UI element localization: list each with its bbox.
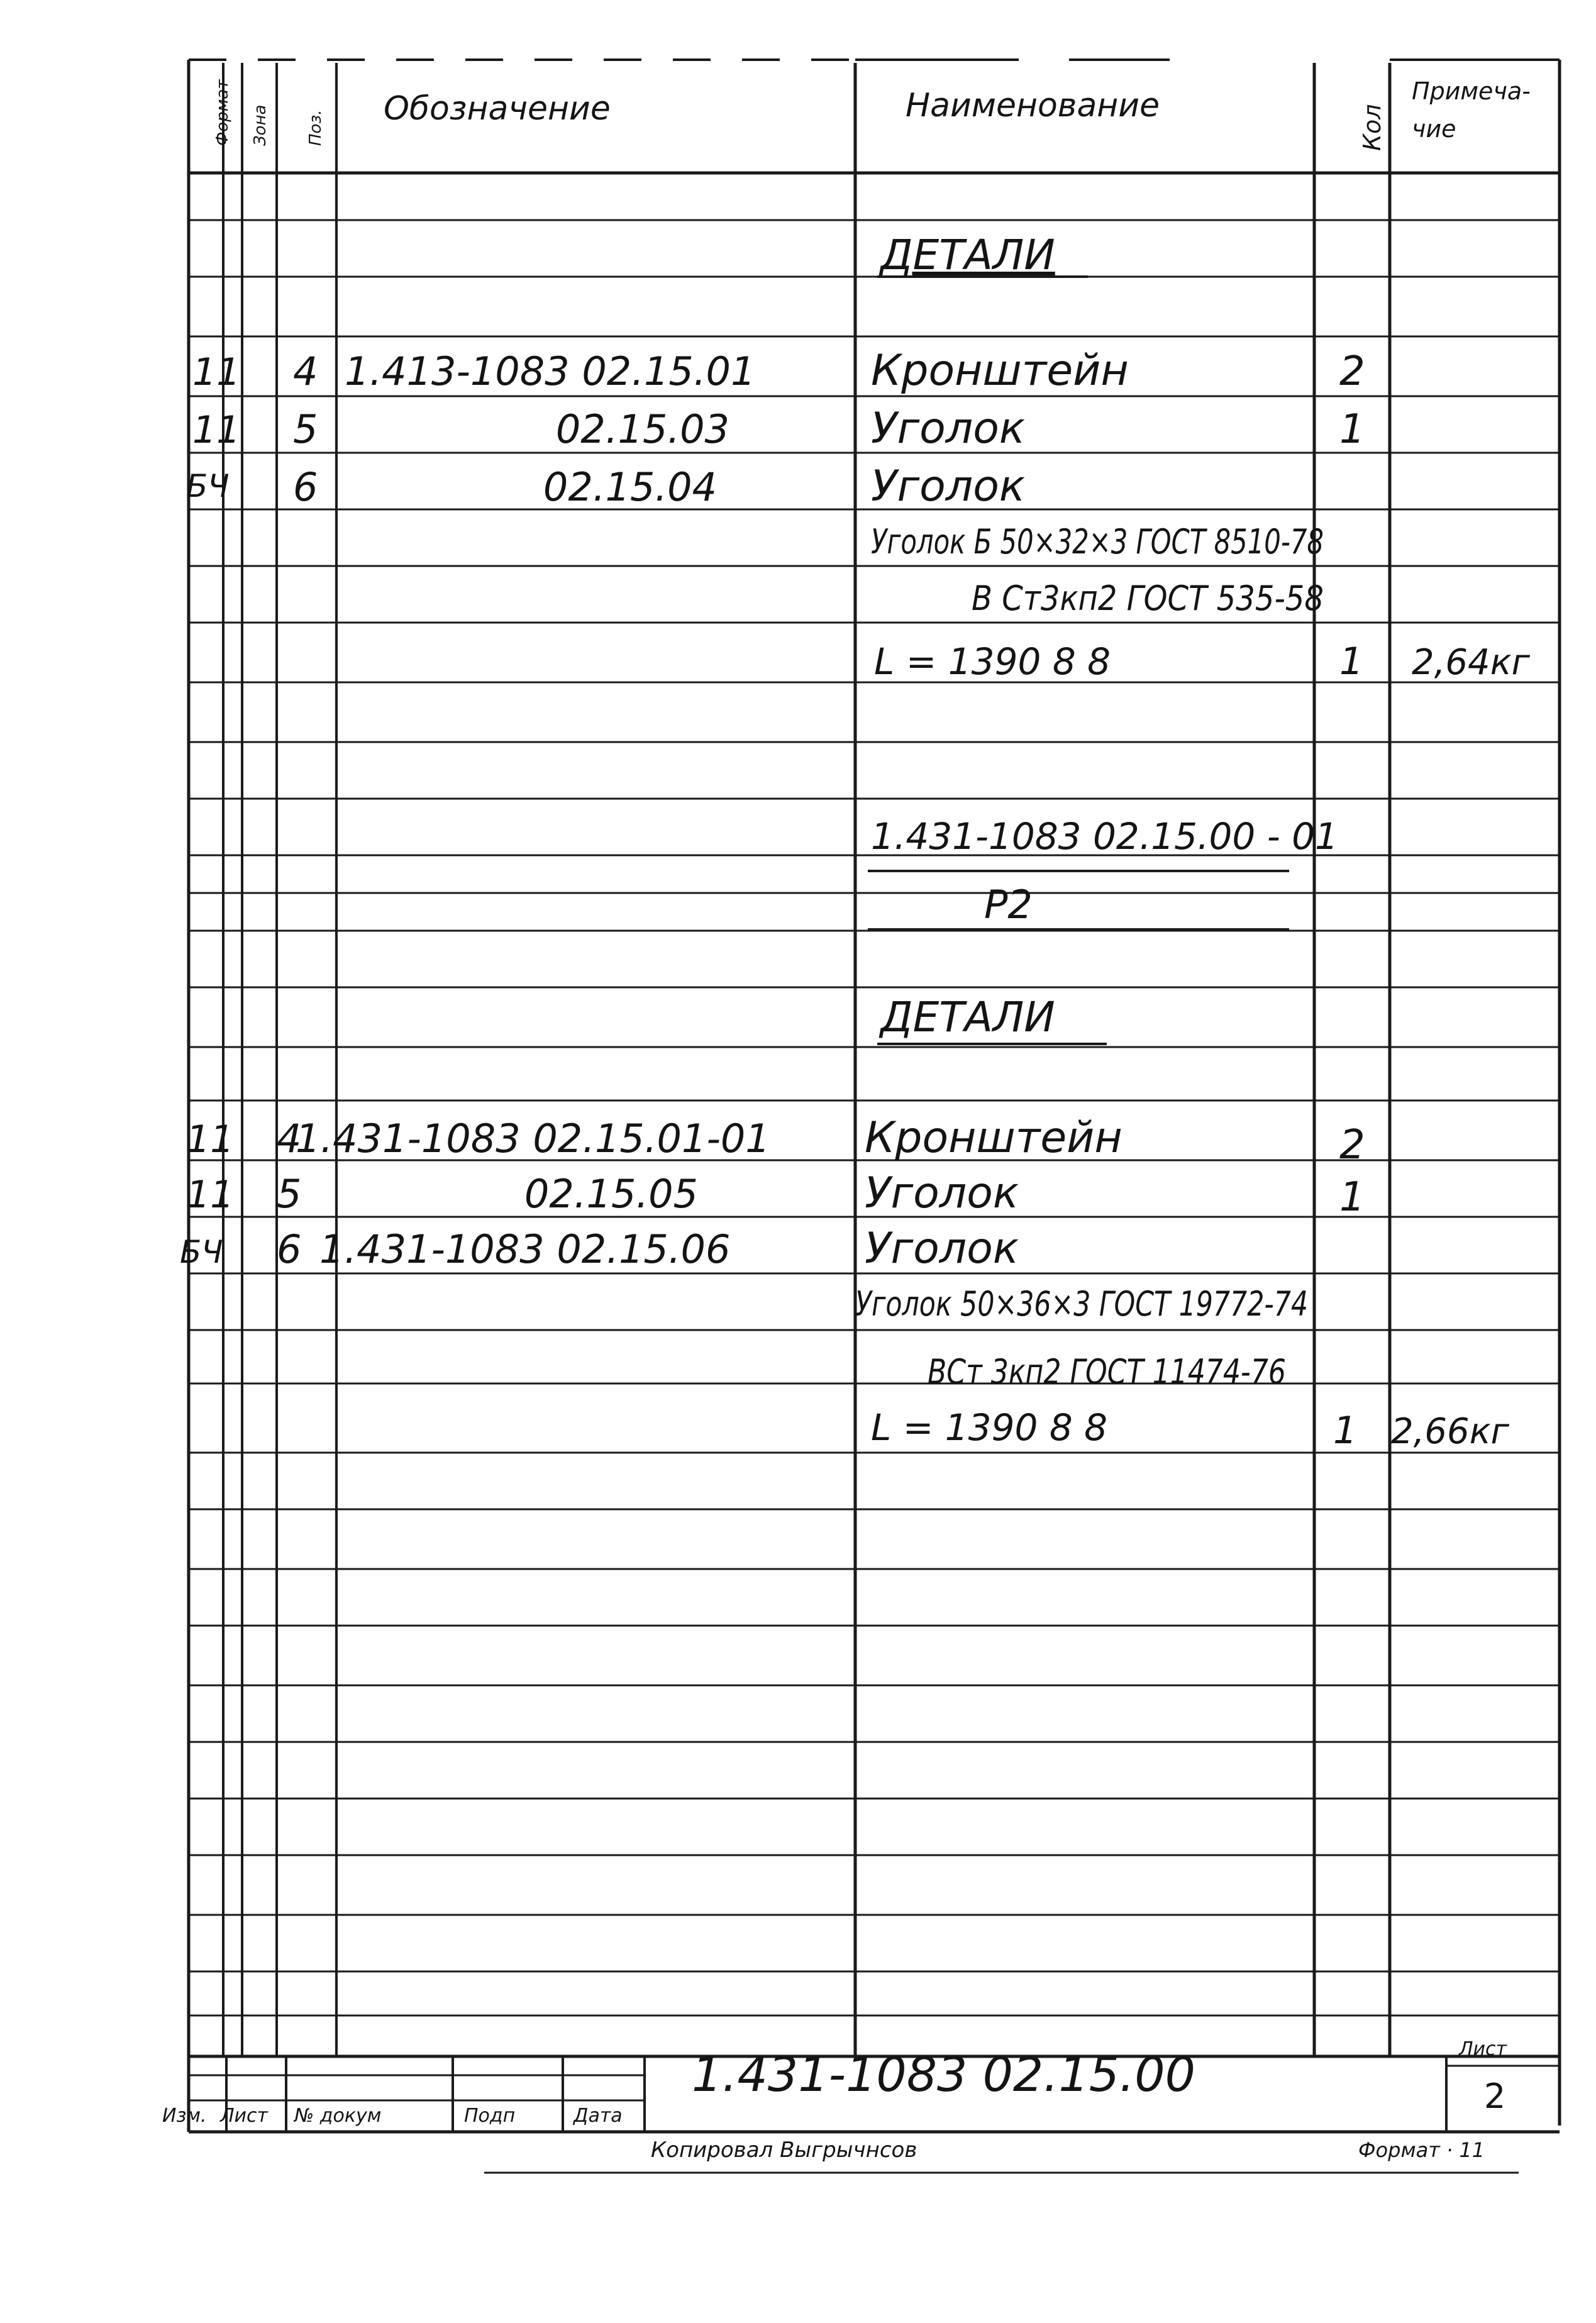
material-qty: 1 xyxy=(1333,1409,1358,1453)
title-label-doc-no: № докум xyxy=(294,2105,382,2127)
material-spec xyxy=(855,1284,1510,1453)
row-qty: 1 xyxy=(1339,406,1365,453)
title-label-date: Дата xyxy=(574,2105,623,2127)
material-qty: 1 xyxy=(1339,640,1364,684)
row-name: Уголок xyxy=(865,1224,1019,1273)
col-note-header-line2: чие xyxy=(1412,115,1456,143)
row-name: Уголок xyxy=(871,404,1025,453)
title-label-change: Изм. xyxy=(162,2105,207,2127)
row-designation: 1.413-1083 02.15.01 xyxy=(345,348,756,394)
section-heading: ДЕТАЛИ xyxy=(880,231,1055,279)
title-label-sheet: Лист xyxy=(220,2105,269,2127)
format-label: Формат · 11 xyxy=(1358,2138,1485,2162)
row-name: Уголок xyxy=(871,462,1025,511)
row-format: 11 xyxy=(192,350,241,394)
col-format-header: Формат xyxy=(213,79,232,146)
material-line-1: Уголок Б 50×32×3 ГОСТ 8510-78 xyxy=(871,522,1324,562)
row-name: Кронштейн xyxy=(865,1113,1122,1163)
col-note-header-line1: Примеча- xyxy=(1412,77,1531,105)
sheet-label: Лист xyxy=(1459,2038,1507,2060)
title-block xyxy=(162,2038,1508,2127)
table-row xyxy=(180,1224,1019,1273)
section-1 xyxy=(186,231,1531,684)
row-designation: 02.15.03 xyxy=(555,406,729,452)
sheet-number: 2 xyxy=(1484,2076,1506,2116)
material-line-1: Уголок 50×36×3 ГОСТ 19772-74 xyxy=(855,1284,1308,1324)
row-pos: 4 xyxy=(277,1116,302,1162)
row-designation: 02.15.05 xyxy=(524,1171,698,1217)
section-2 xyxy=(180,815,1510,1453)
row-pos: 4 xyxy=(293,348,318,394)
row-pos: 5 xyxy=(293,406,318,452)
row-pos: 6 xyxy=(277,1226,302,1272)
row-qty: 1 xyxy=(1339,1174,1365,1221)
col-qty-header: Кол xyxy=(1358,104,1386,151)
section-heading: ДЕТАЛИ xyxy=(880,993,1055,1041)
material-length: L = 1390 8 8 xyxy=(871,1406,1108,1449)
material-mass: 2,64кг xyxy=(1412,642,1530,683)
material-line-2: В Ст3кп2 ГОСТ 535-58 xyxy=(972,579,1324,618)
material-spec xyxy=(871,522,1531,684)
table-row xyxy=(192,404,1365,453)
row-name: Уголок xyxy=(865,1168,1019,1218)
row-format: БЧ xyxy=(186,468,230,504)
row-name: Кронштейн xyxy=(871,346,1129,396)
material-length: L = 1390 8 8 xyxy=(874,640,1111,683)
row-pos: 6 xyxy=(293,464,318,510)
row-pos: 5 xyxy=(277,1171,302,1217)
row-designation: 1.431-1083 02.15.01-01 xyxy=(296,1116,770,1162)
row-format: БЧ xyxy=(180,1234,223,1270)
table-row xyxy=(186,1168,1365,1221)
copied-by: Копировал Выгрычнсов xyxy=(651,2137,917,2163)
document-number: 1.431-1083 02.15.00 xyxy=(692,2046,1196,2102)
col-pos-header: Поз. xyxy=(306,109,325,146)
row-format: 11 xyxy=(186,1173,235,1217)
variant-sub: Р2 xyxy=(984,882,1033,928)
row-designation: 02.15.04 xyxy=(543,464,717,510)
footer xyxy=(484,2137,1519,2173)
row-format: 11 xyxy=(186,1117,235,1162)
row-qty: 2 xyxy=(1339,348,1365,395)
table-row xyxy=(186,462,1025,511)
table-row xyxy=(192,346,1365,396)
material-mass: 2,66кг xyxy=(1391,1411,1509,1452)
col-zone-header: Зона xyxy=(251,104,270,146)
material-line-2: ВСт 3кп2 ГОСТ 11474-76 xyxy=(928,1352,1286,1392)
col-name-header: Наименование xyxy=(906,87,1160,125)
row-qty: 2 xyxy=(1339,1122,1365,1168)
title-label-signature: Подп xyxy=(464,2105,516,2127)
variant-designation: 1.431-1083 02.15.00 - 01 xyxy=(871,815,1338,858)
table-header xyxy=(213,77,1531,151)
col-designation-header: Обозначение xyxy=(384,90,611,128)
row-format: 11 xyxy=(192,408,241,452)
row-designation: 1.431-1083 02.15.06 xyxy=(319,1226,731,1272)
